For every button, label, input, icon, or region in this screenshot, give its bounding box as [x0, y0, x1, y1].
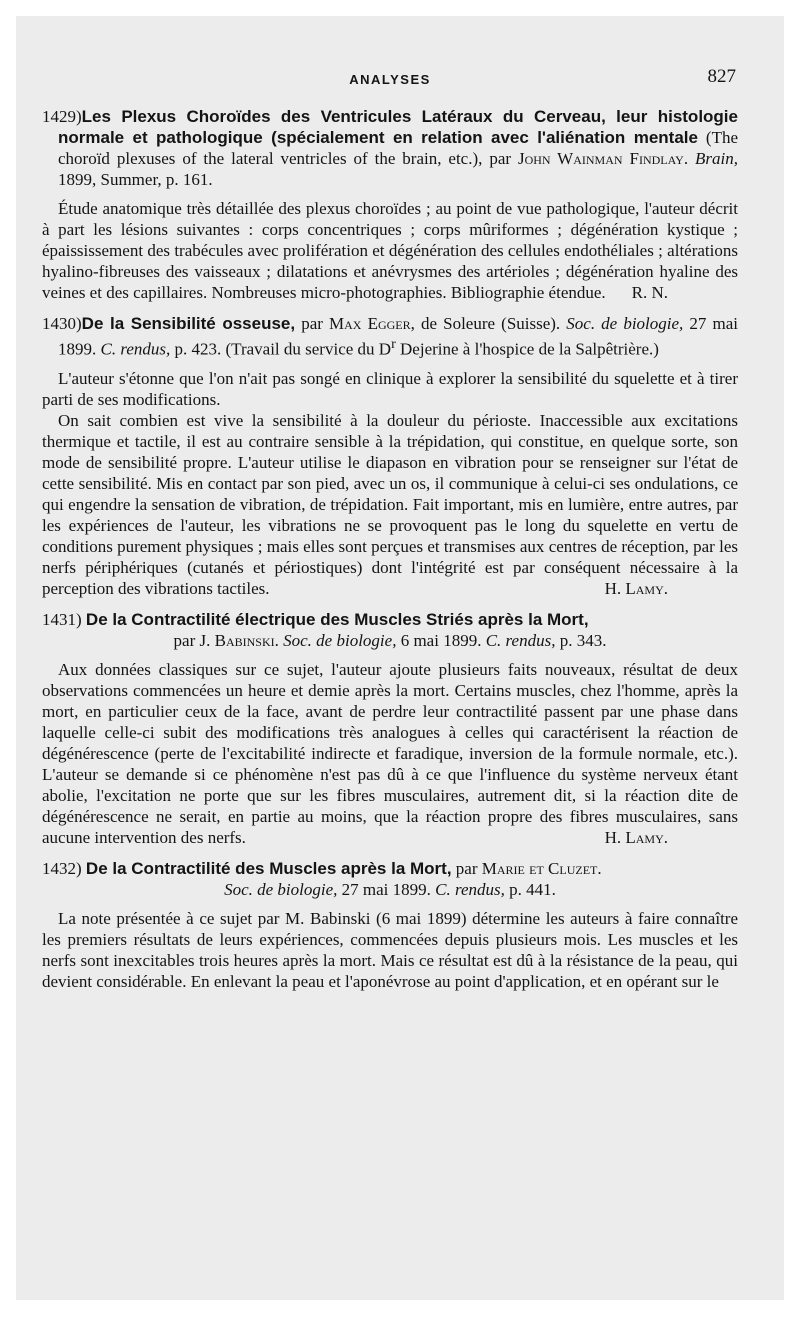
entry-signature: H. Lamy.: [604, 827, 668, 847]
entry-paragraph: Aux données classiques sur ce sujet, l'auteur ajoute plusieurs faits nouveaux, résultat de deux observations commencées un heure et demie après la mort. Certains muscles, chez l'homme, après la mort, en particulier ceux de la face, avant de perdre leur contractilité passent par une phase dans laquelle celle-ci subit des modifications très analogues à celles qui caractérisent la réaction de dégénérescence (perte de l'excitabilité indirecte et faradique, inversion de la formule normale, etc.). L'auteur se demande si ce phénomène n'est pas dû à ce que l'influence du système nerveux étant abolie, l'excitation ne porte que sur les fibres musculaires, autrement dit, si la réaction dite de dégénérescence ne serait, en partie au moins, que la réaction propre des fibres musculaires, sans aucune intervention des nerfs. H. Lamy.: [42, 659, 738, 847]
entry-citation-line: par J. Babinski. Soc. de biologie, 6 mai 1899. C. rendus, p. 343.: [173, 630, 607, 650]
entry-number: 1430): [42, 314, 82, 333]
entry-number: 1431): [42, 609, 82, 629]
abstract-entry-1431: [42, 609, 738, 848]
entry-signature: H. Lamy.: [604, 578, 668, 598]
entry-paragraph: On sait combien est vive la sensibilité à la douleur du périoste. Inaccessible aux excitations thermique et tactile, il est au contraire sensible à la trépidation, qui constitue, en quelque sorte, son mode de sensibilité propre. L'auteur utilise le diapason en vibration pour se renseigner sur l'état de cette sensibilité. Mis en contact par son pied, avec un os, il communique à celui-ci ses ondulations, ce qui engendre la sensation de vibration, de trépidation. Fait important, mis en lumière, entre autres, par les expériences de l'auteur, les vibrations ne se provoquent pas le long du squelette en vertu de conditions purement physiques ; mais elles sont perçues et transmises aux centres de réception, par les nerfs périphériques (cutanés et périostiques) dont l'intégrité est par conséquent nécessaire à la perception des vibrations tactiles. H. Lamy.: [42, 410, 738, 598]
entry-journal-secondary: C. rendus,: [485, 630, 556, 650]
entry-journal: Soc. de biologie,: [283, 630, 397, 650]
entry-journal-secondary: C. rendus,: [435, 879, 505, 899]
entry-paragraph: La note présentée à ce sujet par M. Babinski (6 mai 1899) détermine les auteurs à faire connaître les premiers résultats de leurs expériences, commencées depuis plusieurs mois. Les muscles et les nerfs sont inexcitables trois heures après la mort. Mais ce résultat est dû à la résistance de la peau, qui devient considérable. En enlevant la peau et l'aponévrose au point d'application, et en opérant sur le: [42, 908, 738, 991]
entry-paragraph: L'auteur s'étonne que l'on n'ait pas songé en clinique à explorer la sensibilité du squelette et à tirer parti de ses modifications.: [42, 368, 738, 409]
abstract-entry-1432: [42, 858, 738, 992]
entry-heading: [42, 106, 738, 190]
entry-journal: Brain,: [695, 149, 739, 168]
entry-journal: Soc. de biologie,: [224, 879, 338, 899]
abstract-entry-1429: [42, 106, 738, 303]
entry-heading: 1432) De la Contractilité des Muscles après la Mort, par Marie et Cluzet.: [42, 858, 602, 878]
entry-subtitle: (The choroïd plexuses of the lateral ventricles of the brain, etc.), par: [58, 128, 739, 168]
entry-heading: [42, 609, 738, 630]
scanned-page: [16, 16, 784, 1300]
entry-author: John Wainman Findlay.: [517, 149, 689, 168]
entry-author: Max Egger,: [329, 314, 415, 333]
page-sheet: [42, 16, 738, 1300]
entry-journal-secondary: C. rendus,: [100, 339, 171, 359]
entry-paragraph: Étude anatomique très détaillée des plexus choroïdes ; au point de vue pathologique, l'auteur décrit à part les lésions suivantes : corps concentriques ; corps mûriformes ; dégénération kystique ; épaississement des trabécules avec prolifération et dégénération des cellules endothéliales ; altérations hyalino-fibreuses des vaisseaux ; dilatations et anévrysmes des artérioles ; dégénération hyaline des veines et des capillaires. Nombreuses micro-photographies. Bibliographie étendue. R. N.: [42, 199, 738, 302]
entry-citation-line: Soc. de biologie, 27 mai 1899. C. rendus, p. 441.: [224, 879, 556, 899]
entry-signature: R. N.: [631, 283, 668, 302]
running-header: [42, 66, 738, 88]
entry-citation: 1899, Summer, p. 161.: [58, 170, 213, 189]
entry-author: J. Babinski.: [199, 630, 279, 650]
entry-number: 1429): [42, 107, 82, 126]
running-title: ANALYSES: [349, 72, 431, 87]
entry-author: Marie et Cluzet.: [481, 858, 602, 878]
page-number: 827: [707, 66, 736, 87]
entry-heading: 1430)De la Sensibilité osseuse, par Max Egger, de Soleure (Suisse). Soc. de biologie, 27 mai 1899. C. rendus, p. 423. (Travail du service du $D^r$ Dejerine à l'hospice de la Salpêtrière.): [42, 314, 738, 359]
entry-title: De la Sensibilité osseuse,: [81, 314, 296, 333]
entry-title: Les Plexus Choroïdes des Ventricules Latéraux du Cerveau, leur histologie normale et pathologique (spécialement en relation avec l'aliénation mentale: [58, 107, 738, 147]
entry-number: 1432): [42, 858, 82, 878]
entry-title: De la Contractilité électrique des Muscles Striés après la Mort,: [85, 609, 589, 629]
entry-journal: Soc. de biologie,: [566, 314, 684, 333]
page-body: [42, 106, 738, 1002]
entry-title: De la Contractilité des Muscles après la Mort,: [85, 858, 452, 878]
abstract-entry-1430: [42, 313, 738, 599]
